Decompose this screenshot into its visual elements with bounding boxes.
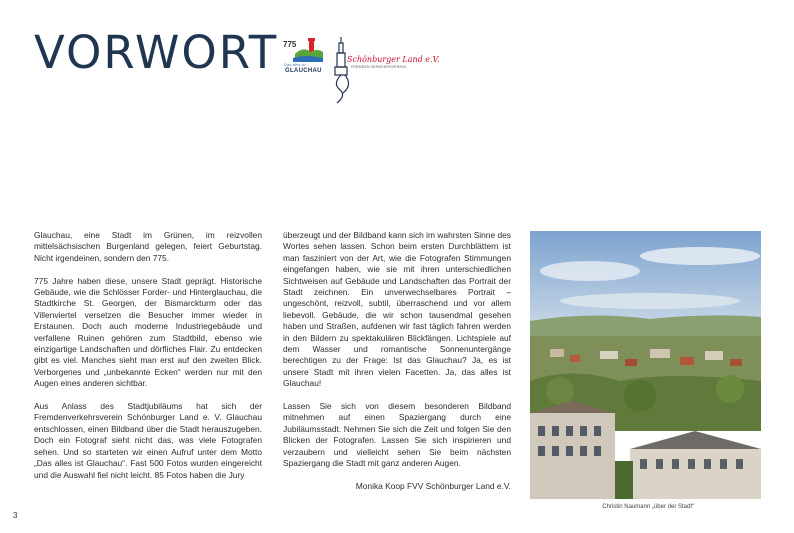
glauchau-775-logo	[283, 38, 325, 78]
signature: Monika Koop FVV Schönburger Land e.V.	[355, 480, 511, 491]
city-photo	[530, 231, 761, 499]
logo-number: 775	[283, 40, 297, 49]
text-column-2	[283, 230, 511, 504]
castle-tower-icon	[331, 33, 407, 105]
paragraph: 775 Jahre haben diese, unsere Stadt geprägt. Historische Gebäude, wie die Schlösser Forder- und Hinterglauchau, die Stadtkirche St. Georgen, der Bismarckturm oder das Villenviertel versetzen die Besucher immer wieder in Erstaunen. Doch auch moderne Industriegebäude und verfallene Ruinen gehören zum Stadtbild, ebenso wie einzigartige Landschaften und dörfliches Flair. Zu entdecken gibt es viel. Manches sieht man erst auf den zweiten Blick. Verborgenes und „unbekannte Ecken“ werden nur mit den Augen eines anderen sichtbar.	[34, 275, 262, 389]
schoenburger-land-logo	[331, 33, 440, 105]
logo-subtitle: FREMDEN VERKEHRSVEREIN	[351, 65, 406, 69]
paragraph: Lassen Sie sich von diesem besonderen Bildband mitnehmen auf einen Spaziergang durch eine Jubiläumsstadt. Nehmen Sie sich die Zeit und folgen Sie den Blicken der Fotografen. Lassen Sie sich inspirieren und verzaubern und vielleicht sehen Sie beim nächsten Spaziergang die Stadt mit ganz anderen Augen.	[283, 401, 511, 469]
text-column-1	[34, 230, 262, 492]
paragraph: Glauchau, eine Stadt im Grünen, im reizvollen mittelsächsischen Burgenland gelegen, feiert Geburtstag. Nicht irgendeinen, sondern den 775.	[34, 230, 262, 263]
paragraph: überzeugt und der Bildband kann sich im wahrsten Sinne des Wortes sehen lassen. Schon beim ersten Durchblättern ist man fasziniert von der Art, wie die Fotografen Stimmungen eingefangen haben, wie sie mit ihren unterschiedlichen Sichtweisen auf Gebäude und Landschaften das Portrait der Stadt zeichnen. Ein unverwechselbares Portrait – ungeschönt, reizvoll, subtil, überraschend und vor allem liebevoll. Gebäude, die wir schon tausendmal gesehen haben und Straßen, aufdenen wir fast täglich fahren werden in den Bildern zu spektakulären Blickfängen. Lichtspiele auf dem Wasser und romantische Sonnenuntergänge berechtigen zu der Frage: Ist das Glauchau? Ja, es ist unsere Stadt mit ihren vielen Facetten. Ja, das alles ist Glauchau!	[283, 230, 511, 389]
glauchau-emblem-icon	[293, 38, 325, 64]
logo-name: Schönburger Land e.V.	[347, 55, 440, 64]
photo-caption: Christin Naumann „über der Stadt“	[602, 504, 694, 510]
paragraph: Aus Anlass des Stadtjubiläums hat sich der Fremdenverkehrsverein Schönburger Land e. V. Glauchau entschlossen, einen Bildband über die Stadt herauszugeben. Doch ein Fotograf sieht nicht das, was viele Fotografen sehen. Und so starteten wir einen Aufruf unter dem Motto „Das alles ist Glauchau“. Fast 500 Fotos wurden eingereicht und die Auswahl fiel nicht leicht. 85 Fotos haben die Jury	[34, 401, 262, 480]
logo-city: GLAUCHAU	[285, 68, 322, 74]
page-title: VORWORT	[34, 26, 279, 79]
city-photo-image	[530, 231, 761, 499]
page-number: 3	[13, 511, 18, 520]
logo-tagline: Das alles ist	[284, 62, 306, 67]
